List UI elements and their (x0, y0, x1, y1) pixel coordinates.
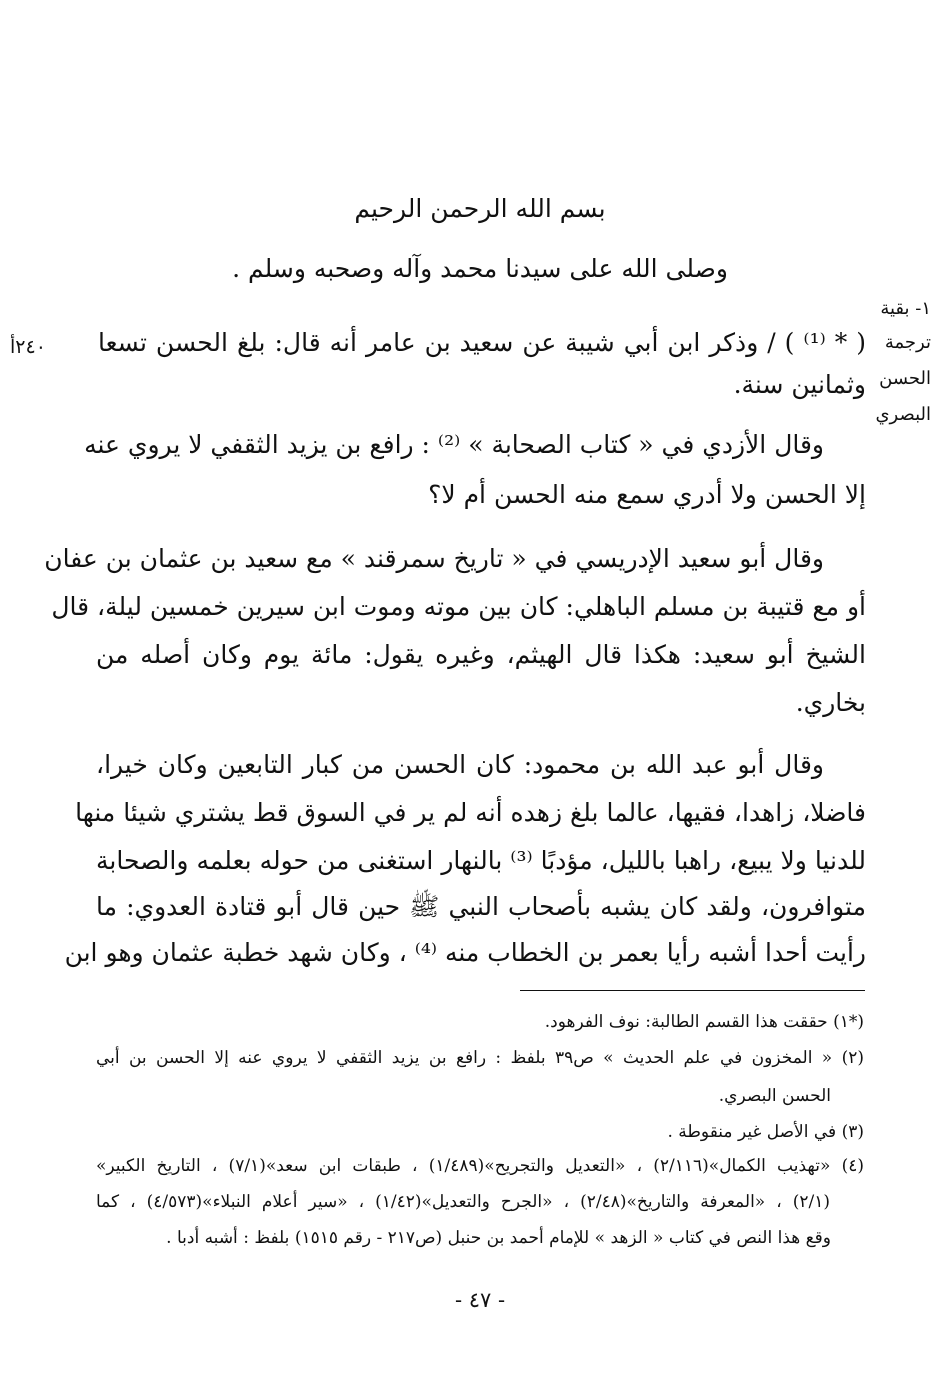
footnote-line: (٤) «تهذيب الكمال»(٢/١١٦) ، «التعديل والتجريح»(١/٤٨٩) ، طبقات ابن سعد»(٧/١) ، التاريخ الكبير» (96, 1156, 864, 1176)
paragraph-line: وقال أبو عبد الله بن محمود: كان الحسن من كبار التابعين وكان خيرا، (96, 750, 824, 779)
footnote-line: وقع هذا النص في كتاب « الزهد » للإمام أحمد بن حنبل (ص٢١٧ - رقم ١٥١٥) بلفظ : أشبه أدبا . (166, 1228, 831, 1248)
page-number: - ٤٧ - (454, 1288, 506, 1312)
margin-note-line: ١- بقية (880, 298, 931, 319)
paragraph-line: رأيت أحدا أشبه رأيا بعمر بن الخطاب منه ⁽⁴⁾ ، وكان شهد خطبة عثمان وهو ابن (64, 938, 866, 967)
margin-note-line: ترجمة (884, 332, 931, 353)
paragraph-line: ( * ⁽¹⁾ ) / وذكر ابن أبي شيبة عن سعيد بن عامر أنه قال: بلغ الحسن تسعا (98, 328, 866, 357)
paragraph-line: وثمانين سنة. (733, 370, 866, 399)
paragraph-line: إلا الحسن ولا أدري سمع منه الحسن أم لا؟ (428, 480, 866, 509)
paragraph-line: أو مع قتيبة بن مسلم الباهلي: كان بين موته وموت ابن سيرين خمسين ليلة، قال (51, 592, 866, 621)
margin-note-line: الحسن (879, 368, 931, 389)
paragraph-line: متوافرون، ولقد كان يشبه بأصحاب النبي ﷺ حين قال أبو قتادة العدوي: ما (96, 892, 866, 921)
salutation: وصلى الله على سيدنا محمد وآله وصحبه وسلم . (232, 254, 728, 283)
footnote-line: (*١) حققت هذا القسم الطالبة: نوف الفرهود. (544, 1012, 864, 1032)
paragraph-line: وقال أبو سعيد الإدريسي في « تاريخ سمرقند » مع سعيد بن عثمان بن عفان (44, 544, 824, 573)
paragraph-line: الشيخ أبو سعيد: هكذا قال الهيثم، وغيره يقول: مائة يوم وكان أصله من (96, 640, 866, 669)
basmala: بسم الله الرحمن الرحيم (354, 194, 606, 223)
footnote-line: الحسن البصري. (718, 1086, 831, 1106)
footnote-line: (٢) « المخزون في علم الحديث » ص٣٩ بلفظ : رافع بن يزيد الثقفي لا يروي عنه إلا الحسن بن أبي (96, 1048, 864, 1068)
footnote-separator (520, 990, 865, 991)
paragraph-line: للدنيا ولا يبيع، راهبا بالليل، مؤدبًا ⁽³⁾ بالنهار استغنى من حوله بعلمه والصحابة (96, 846, 866, 875)
folio-reference: ٢٤٠أ (10, 336, 46, 358)
margin-note-line: البصري (875, 404, 931, 425)
paragraph-line: فاضلا، زاهدا، فقيها، عالما بلغ زهده أنه لم ير في السوق قط يشتري شيئا منها (75, 798, 866, 827)
paragraph-line: وقال الأزدي في « كتاب الصحابة » ⁽²⁾ : رافع بن يزيد الثقفي لا يروي عنه (84, 430, 824, 459)
footnote-line: (٢/١) ، «المعرفة والتاريخ»(٢/٤٨) ، «الجرح والتعديل»(١/٤٢) ، «سير أعلام النبلاء»(٤/٥٧٣) ، كما (96, 1192, 830, 1212)
footnote-line: (٣) في الأصل غير منقوطة . (667, 1122, 864, 1142)
paragraph-line: بخاري. (795, 688, 866, 717)
